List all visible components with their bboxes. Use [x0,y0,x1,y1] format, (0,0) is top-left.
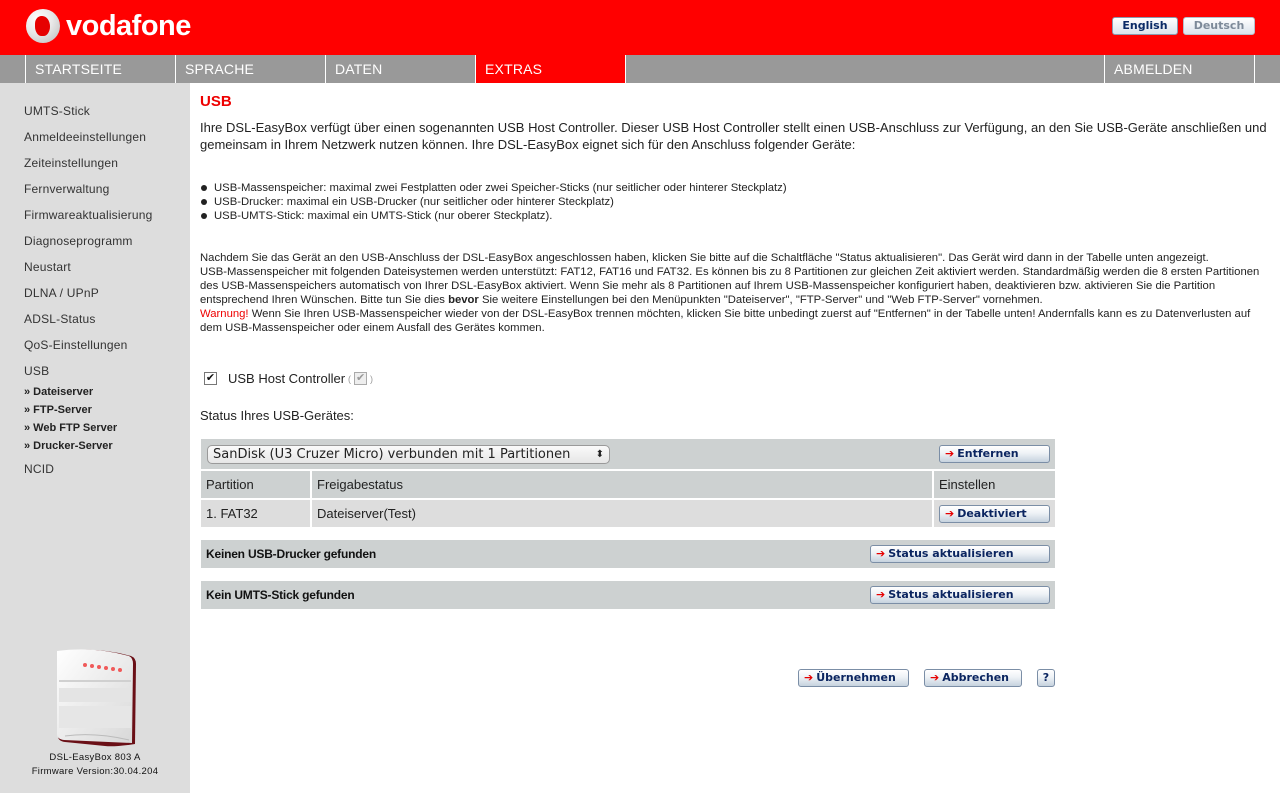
arrow-right-icon: ➔ [876,547,886,560]
language-english-button[interactable]: English [1112,17,1178,35]
vodafone-logo[interactable] [26,9,191,43]
usb-host-controller-row [204,371,376,386]
sidebar-item-firmwareaktualisierung[interactable]: Firmwareaktualisierung [24,208,153,222]
arrow-right-icon: ➔ [876,588,886,601]
sidebar-subitem-web-ftp-server[interactable]: » Web FTP Server [24,422,118,434]
info-paragraph-2 [200,265,1268,307]
sidebar-item-anmeldeeinstellungen[interactable]: Anmeldeeinstellungen [24,130,147,144]
arrow-right-icon: ➔ [804,671,814,684]
paren-close: ) [370,373,374,384]
warning-label: Warnung! [200,308,249,320]
sidebar-item-neustart[interactable]: Neustart [24,260,71,274]
device-select-row [201,439,1055,469]
column-header-partition: Partition [201,471,310,498]
sidebar-subitem-ftp-server[interactable]: » FTP-Server [24,404,92,416]
info-text-part: Sie weitere Einstellungen bei den Menüpunkten "Dateiserver", "FTP-Server" und "Web FTP-Server" vornehmen. [478,294,1043,306]
brand-name: vodafone [66,10,191,42]
device-select-value: SanDisk (U3 Cruzer Micro) verbunden mit 1 Partitionen [213,447,571,462]
nav-divider [625,55,626,83]
button-label: Abbrechen [942,671,1010,684]
paren-open: ( [348,373,352,384]
nav-abmelden[interactable]: ABMELDEN [1104,55,1254,83]
printer-refresh-button[interactable] [870,545,1050,563]
usb-host-controller-checkbox[interactable]: ✔ [205,372,216,384]
warning-text: Wenn Sie Ihren USB-Massenspeicher wieder von der DSL-EasyBox trennen möchten, klicken Sie bitte unbedingt zuerst auf "Entfernen" in der Tabelle unten! Andernfalls kann es zu Datenverlusten auf dem USB-Massenspeicher oder einem Ausfall des Gerätes kommen. [200,308,1251,334]
button-label: Deaktiviert [957,507,1027,520]
umts-refresh-button[interactable] [870,586,1050,604]
header [0,0,1280,55]
sidebar-item-zeiteinstellungen[interactable]: Zeiteinstellungen [24,156,119,170]
intro-text: Ihre DSL-EasyBox verfügt über einen sogenannten USB Host Controller. Dieser USB Host Controller stellt einen USB-Anschluss zur Verfügung, an den Sie USB-Geräte anschließen und gemeinsam in Ihrem Netzwerk nutzen können. Ihre DSL-EasyBox eignet sich für den Anschluss folgender Geräte: [200,120,1267,152]
column-header-freigabestatus: Freigabestatus [312,471,932,498]
select-updown-icon: ⬍ [595,449,604,460]
nav-divider [1254,55,1255,83]
info-paragraph-1: Nachdem Sie das Gerät an den USB-Anschluss der DSL-EasyBox angeschlossen haben, klicken Sie bitte auf die Schaltfläche "Status aktualisieren". Das Gerät wird dann in der Tabelle unten angezeigt. [200,252,1209,264]
language-deutsch-button[interactable]: Deutsch [1183,17,1255,35]
list-item: USB-UMTS-Stick: maximal ein UMTS-Stick (nur oberer Steckplatz). [200,209,787,223]
sidebar-item-fernverwaltung[interactable]: Fernverwaltung [24,182,110,196]
partition-cell: 1. FAT32 [201,500,310,527]
entfernen-button[interactable] [939,445,1050,463]
nav-startseite[interactable]: STARTSEITE [25,55,175,83]
vodafone-speechmark-icon [26,9,60,43]
info-text [200,251,1268,335]
device-name: DSL-EasyBox 803 A [49,752,141,763]
host-controller-status-checkbox: ✔ [355,372,366,384]
umts-status-text: Kein UMTS-Stick gefunden [206,588,355,602]
printer-status-bar [201,540,1055,568]
arrow-right-icon: ➔ [945,507,955,520]
list-item: USB-Drucker: maximal ein USB-Drucker (nur seitlicher oder hinterer Steckplatz) [200,195,787,209]
sidebar-item-dlna-upnp[interactable]: DLNA / UPnP [24,286,99,300]
table-row [201,500,1055,527]
sidebar-subitem-dateiserver[interactable]: » Dateiserver [24,386,94,398]
nav-sprache[interactable]: SPRACHE [175,55,325,83]
device-select[interactable] [207,445,610,464]
usb-host-controller-label: USB Host Controller [228,371,346,386]
sidebar-item-diagnoseprogramm[interactable]: Diagnoseprogramm [24,234,133,248]
arrow-right-icon: ➔ [930,671,940,684]
list-item: USB-Massenspeicher: maximal zwei Festplatten oder zwei Speicher-Sticks (nur seitlicher oder hinterer Steckplatz) [200,181,787,195]
sidebar-item-umts-stick[interactable]: UMTS-Stick [24,104,90,118]
button-label: Übernehmen [816,671,896,684]
deaktiviert-button[interactable] [939,505,1050,523]
supported-devices-list [200,181,787,223]
einstellen-cell [934,500,1055,527]
sidebar-item-usb[interactable]: USB [24,364,50,378]
sidebar-subitem-drucker-server[interactable]: » Drucker-Server [24,440,113,452]
usb-device-table [201,439,1055,527]
nav-extras[interactable]: EXTRAS [475,55,625,83]
nav-daten[interactable]: DATEN [325,55,475,83]
cancel-button[interactable] [924,669,1022,687]
router-device-image [55,648,137,747]
umts-status-bar [201,581,1055,609]
warning-paragraph [200,307,1268,335]
sidebar-item-qos-einstellungen[interactable]: QoS-Einstellungen [24,338,128,352]
info-emphasis: bevor [448,294,479,306]
sidebar-item-ncid[interactable]: NCID [24,462,55,476]
button-label: Status aktualisieren [888,547,1014,560]
freigabestatus-cell: Dateiserver(Test) [312,500,932,527]
info-text-part: USB-Massenspeicher mit folgenden Dateisystemen werden unterstützt: FAT12, FAT16 und FAT32. Es können bis zu 8 Partitionen zur gleichen Zeit aktiviert werden. Standardmäßig werden die 8 ersten Partitionen des USB-Massenspeichers automatisch von Ihrer DSL-EasyBox aktiviert. Wenn Sie mehr als 8 Partitionen auf Ihrem USB-Massenspeicher konfiguriert haben, deaktivieren bzw. aktivieren Sie die Partition entsprechend Ihren Wünschen. Bitte tun Sie dies [200,266,1260,306]
button-label: Entfernen [957,447,1019,460]
column-header-einstellen: Einstellen [934,471,1055,498]
sidebar-item-adsl-status[interactable]: ADSL-Status [24,312,96,326]
sidebar [0,83,190,793]
arrow-right-icon: ➔ [945,447,955,460]
table-header-row [201,471,1055,498]
page-title: USB [200,93,232,110]
firmware-version: Firmware Version:30.04.204 [31,766,159,777]
help-button[interactable]: ? [1037,669,1055,687]
usb-status-label: Status Ihres USB-Gerätes: [200,408,354,423]
button-label: Status aktualisieren [888,588,1014,601]
main-nav [0,55,1280,83]
printer-status-text: Keinen USB-Drucker gefunden [206,547,376,561]
apply-button[interactable] [798,669,909,687]
